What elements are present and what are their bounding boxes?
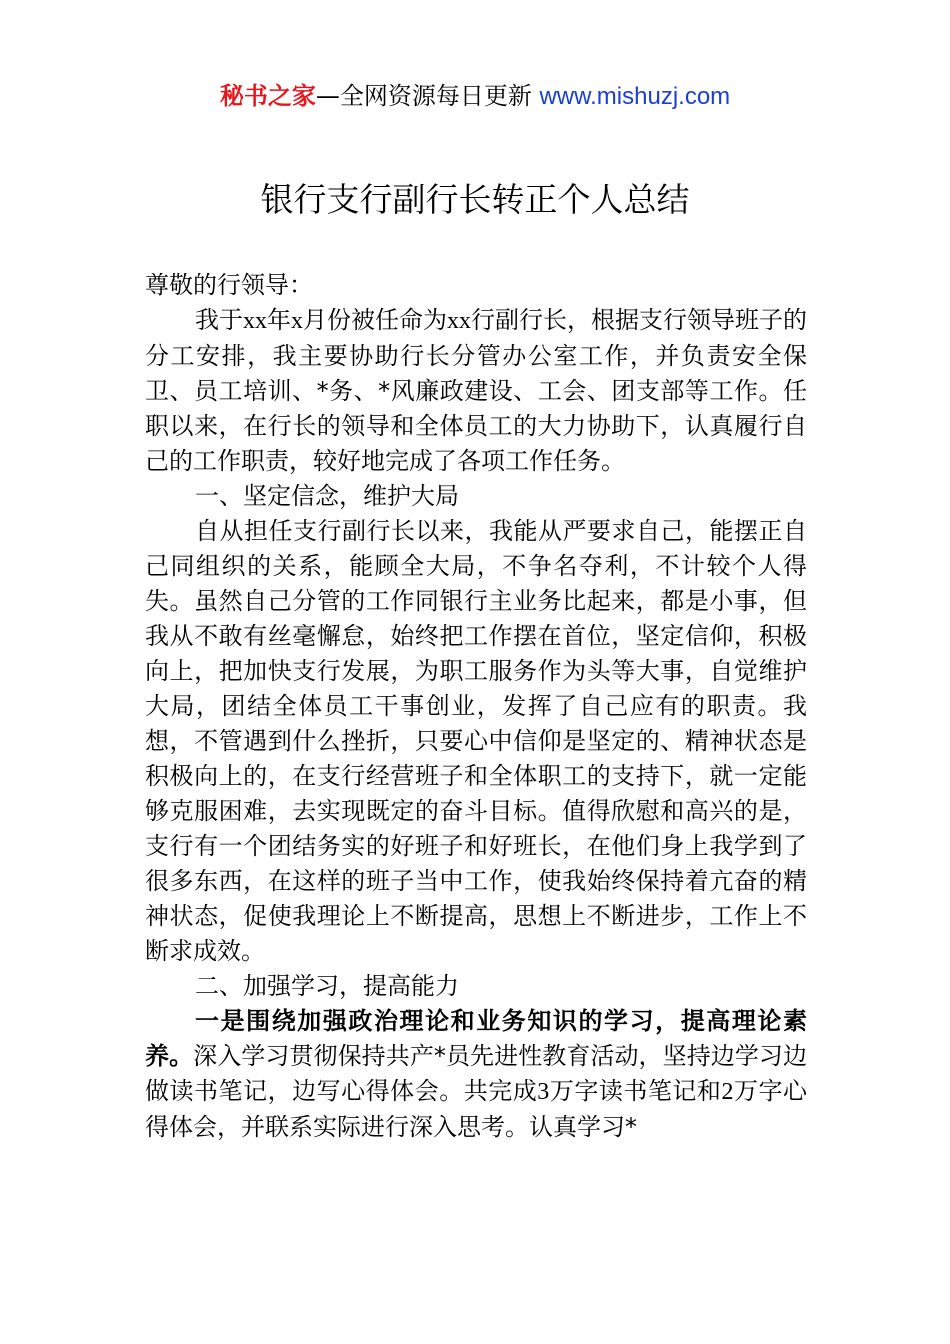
- paragraph-intro: [145, 303, 807, 479]
- site-tagline: —全网资源每日更新: [315, 82, 540, 110]
- text-span: xx: [447, 308, 471, 334]
- text-span: 万字心得体会，并联系实际进行深入思考。认真学习*: [145, 1077, 808, 1141]
- text-span: 万字读书笔记和: [549, 1077, 722, 1105]
- text-span: 3: [537, 1079, 550, 1105]
- section-heading-2: 二、加强学习，提高能力: [195, 972, 459, 1000]
- text-span: x: [291, 308, 303, 334]
- document-body: [145, 268, 807, 1145]
- text-span: 行副行长，根据支行领导班子的分工安排，我主要协助行长分管办公室工作，并负责安全保卫、员工培训、*务、*风廉政建设、工会、团支部等工作。任职以来，在行长的领导和全体员工的大力协助下，认真履行自己的工作职责，较好地完成了各项工作任务。: [145, 306, 807, 475]
- salutation: 尊敬的行领导：: [145, 271, 313, 299]
- section-heading-1: 一、坚定信念，维护大局: [195, 482, 459, 510]
- text-span: 2: [721, 1079, 734, 1105]
- paragraph-section-1: 自从担任支行副行长以来，我能从严要求自己，能摆正自己同组织的关系，能顾全大局，不争名夺利，不计较个人得失。虽然自己分管的工作同银行主业务比起来，都是小事，但我从不敢有丝毫懈怠，始终把工作摆在首位，坚定信仰，积极向上，把加快支行发展，为职工服务作为头等大事，自觉维护大局，团结全体员工干事创业，发挥了自己应有的职责。我想，不管遇到什么挫折，只要心中信仰是坚定的、精神状态是积极向上的，在支行经营班子和全体职工的支持下，就一定能够克服困难，去实现既定的奋斗目标。值得欣慰和高兴的是，支行有一个团结务实的好班子和好班长，在他们身上我学到了很多东西，在这样的班子当中工作，使我始终保持着亢奋的精神状态，促使我理论上不断提高，思想上不断进步，工作上不断求成效。: [145, 517, 807, 965]
- text-span: 我于: [195, 306, 243, 334]
- paragraph-section-2: [145, 1004, 807, 1145]
- text-span: xx: [243, 308, 267, 334]
- text-span: 年: [267, 306, 291, 334]
- text-span: 月份被任命为: [303, 306, 447, 334]
- document-title: 银行支行副行长转正个人总结: [260, 180, 690, 219]
- site-header: [0, 80, 950, 113]
- bold-lead: 一是围绕加强政治理论和业务知识的学习，提高理论素养。: [145, 1007, 807, 1070]
- text-span: 深入学习贯彻保持共产*员先进性教育活动，坚持边学习边做读书笔记，边写心得体会。共完成: [145, 1042, 808, 1105]
- site-brand: 秘书之家: [219, 82, 316, 110]
- site-url-link[interactable]: www.mishuzj.com: [539, 83, 731, 110]
